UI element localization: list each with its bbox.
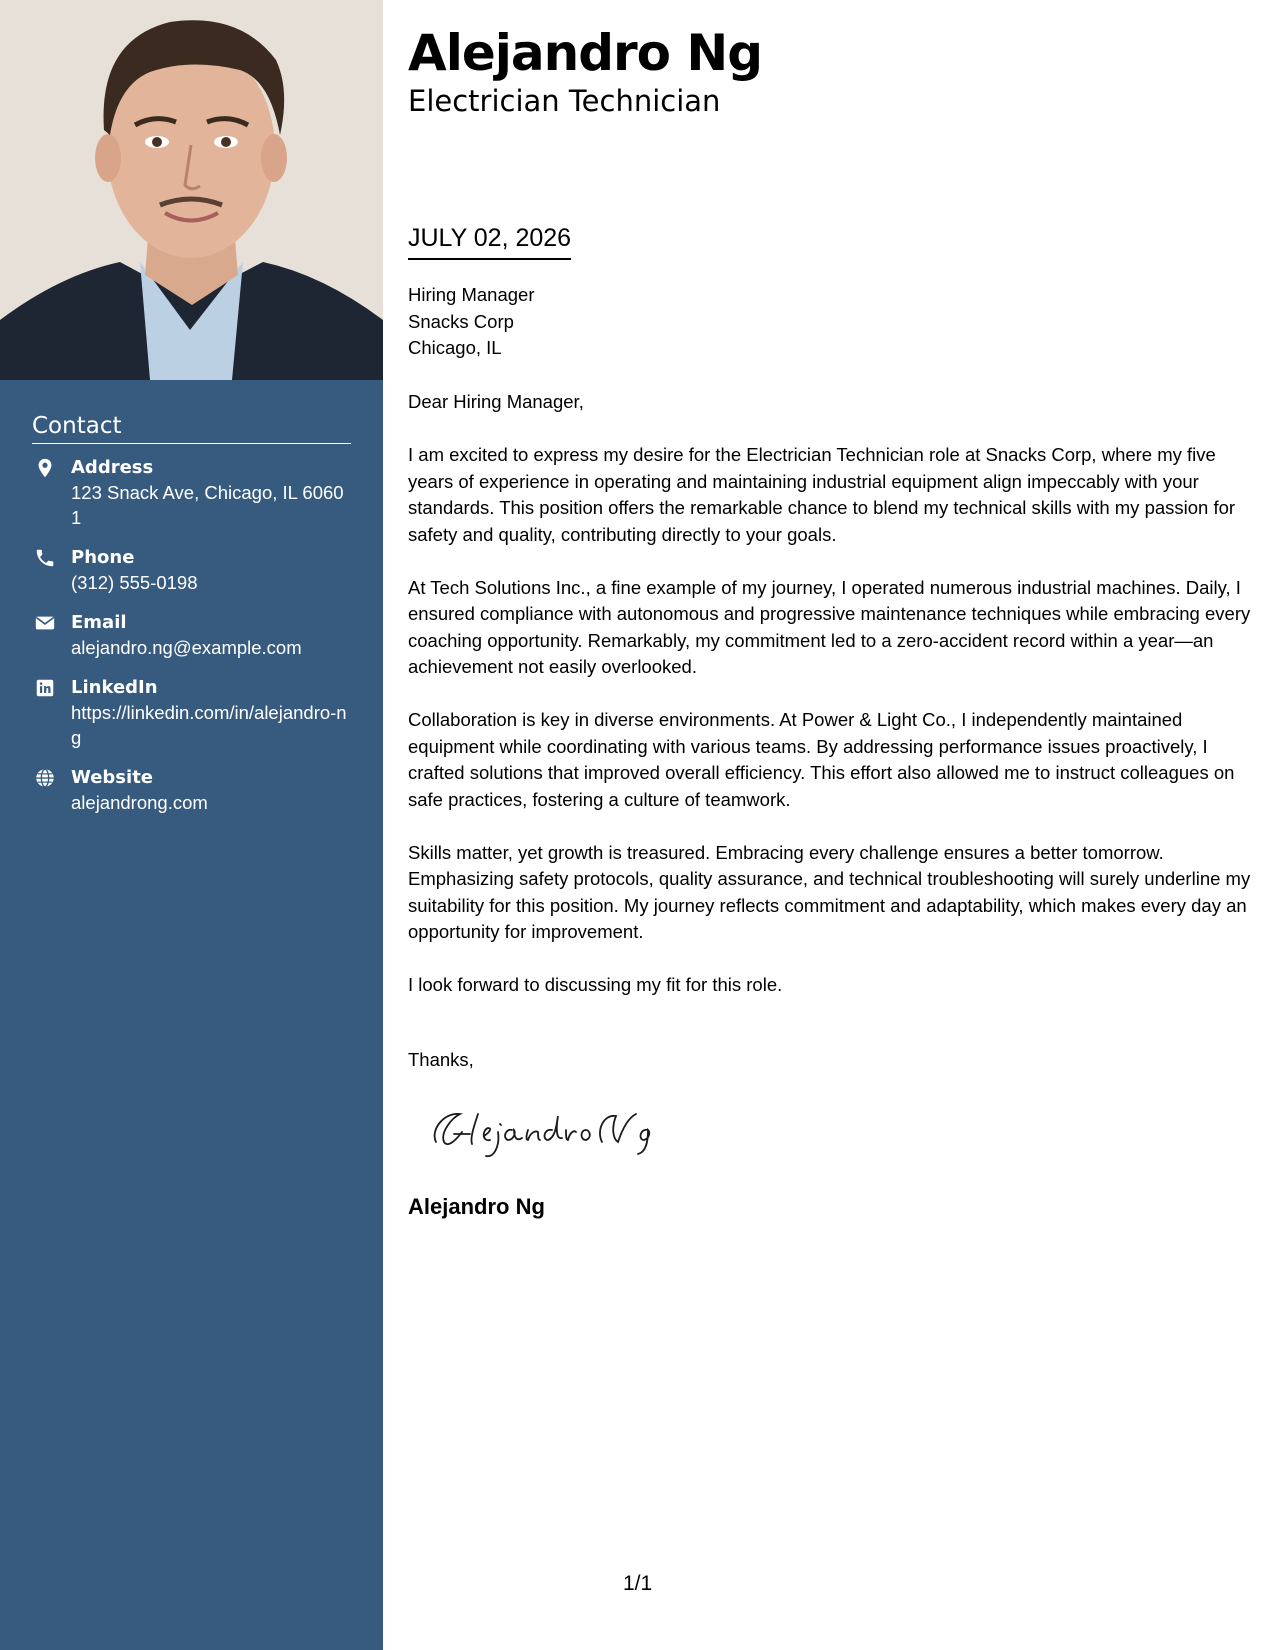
- handwritten-signature: [426, 1100, 666, 1160]
- envelope-icon: [34, 612, 56, 634]
- recipient-line: Chicago, IL: [408, 337, 502, 358]
- applicant-title: Electrician Technician: [408, 84, 721, 118]
- contact-item-phone: [32, 546, 351, 595]
- portrait-image: [0, 0, 383, 380]
- applicant-name: Alejandro Ng: [408, 24, 763, 82]
- contact-label: Email: [71, 612, 127, 633]
- contact-item-linkedin: [32, 676, 351, 750]
- contact-section: [32, 413, 351, 831]
- salutation: Dear Hiring Manager,: [408, 391, 584, 412]
- contact-item-email: [32, 611, 351, 660]
- body-paragraph: Skills matter, yet growth is treasured. Embracing every challenge ensures a better tomorrow. Emphasizing safety protocols, quality assurance, and technical troubleshooting will surely underline my suitability for this position. My journey reflects commitment and adaptability, which makes every day an opportunity for improvement.: [408, 841, 1251, 942]
- recipient-line: Hiring Manager: [408, 284, 535, 305]
- letter-date: JULY 02, 2026: [408, 222, 571, 260]
- contact-list: [32, 456, 351, 815]
- linkedin-icon: [34, 677, 56, 699]
- globe-icon: [34, 767, 56, 789]
- contact-label: Address: [71, 457, 154, 478]
- body-paragraph: I am excited to express my desire for the Electrician Technician role at Snacks Corp, where my five years of experience in operating and maintaining industrial equipment align impeccably with your standards. This position offers the remarkable chance to blend my technical skills with my passion for safety and quality, contributing directly to your goals.: [408, 444, 1236, 545]
- contact-item-website: [32, 766, 351, 815]
- body-paragraph: Collaboration is key in diverse environments. At Power & Light Co., I independently maintained equipment while coordinating with various teams. By addressing performance issues proactively, I crafted solutions that improved overall efficiency. This effort also allowed me to instruct colleagues on safe practices, fostering a culture of teamwork.: [408, 709, 1235, 810]
- map-pin-icon: [34, 457, 56, 479]
- profile-photo: [0, 0, 383, 380]
- website-value[interactable]: alejandrong.com: [71, 792, 208, 813]
- recipient-block: [408, 282, 534, 362]
- body-paragraph: At Tech Solutions Inc., a fine example of my journey, I operated numerous industrial machines. Daily, I ensured compliance with autonomous and progressive maintenance techniques while embracing every coaching opportunity. Remarkably, my commitment led to a zero-accident record within a year—an achievement not easily overlooked.: [408, 576, 1251, 677]
- contact-item-address: [32, 456, 351, 530]
- address-value: 123 Snack Ave, Chicago, IL 60601: [71, 482, 344, 528]
- body-paragraph: I look forward to discussing my fit for this role.: [408, 974, 783, 995]
- closing: Thanks,: [408, 1049, 474, 1070]
- page-number: 1/1: [623, 1572, 653, 1595]
- contact-label: LinkedIn: [71, 677, 158, 698]
- linkedin-value[interactable]: https://linkedin.com/in/alejandro-ng: [71, 702, 347, 748]
- contact-heading: Contact: [32, 413, 351, 444]
- sidebar: [0, 0, 383, 1650]
- contact-label: Phone: [71, 547, 135, 568]
- recipient-line: Snacks Corp: [408, 310, 514, 332]
- contact-label: Website: [71, 767, 154, 788]
- phone-value: (312) 555-0198: [71, 572, 198, 593]
- letter-body: [408, 389, 1253, 1025]
- phone-icon: [34, 547, 56, 569]
- email-value: alejandro.ng@example.com: [71, 637, 302, 658]
- signed-name: Alejandro Ng: [408, 1194, 545, 1219]
